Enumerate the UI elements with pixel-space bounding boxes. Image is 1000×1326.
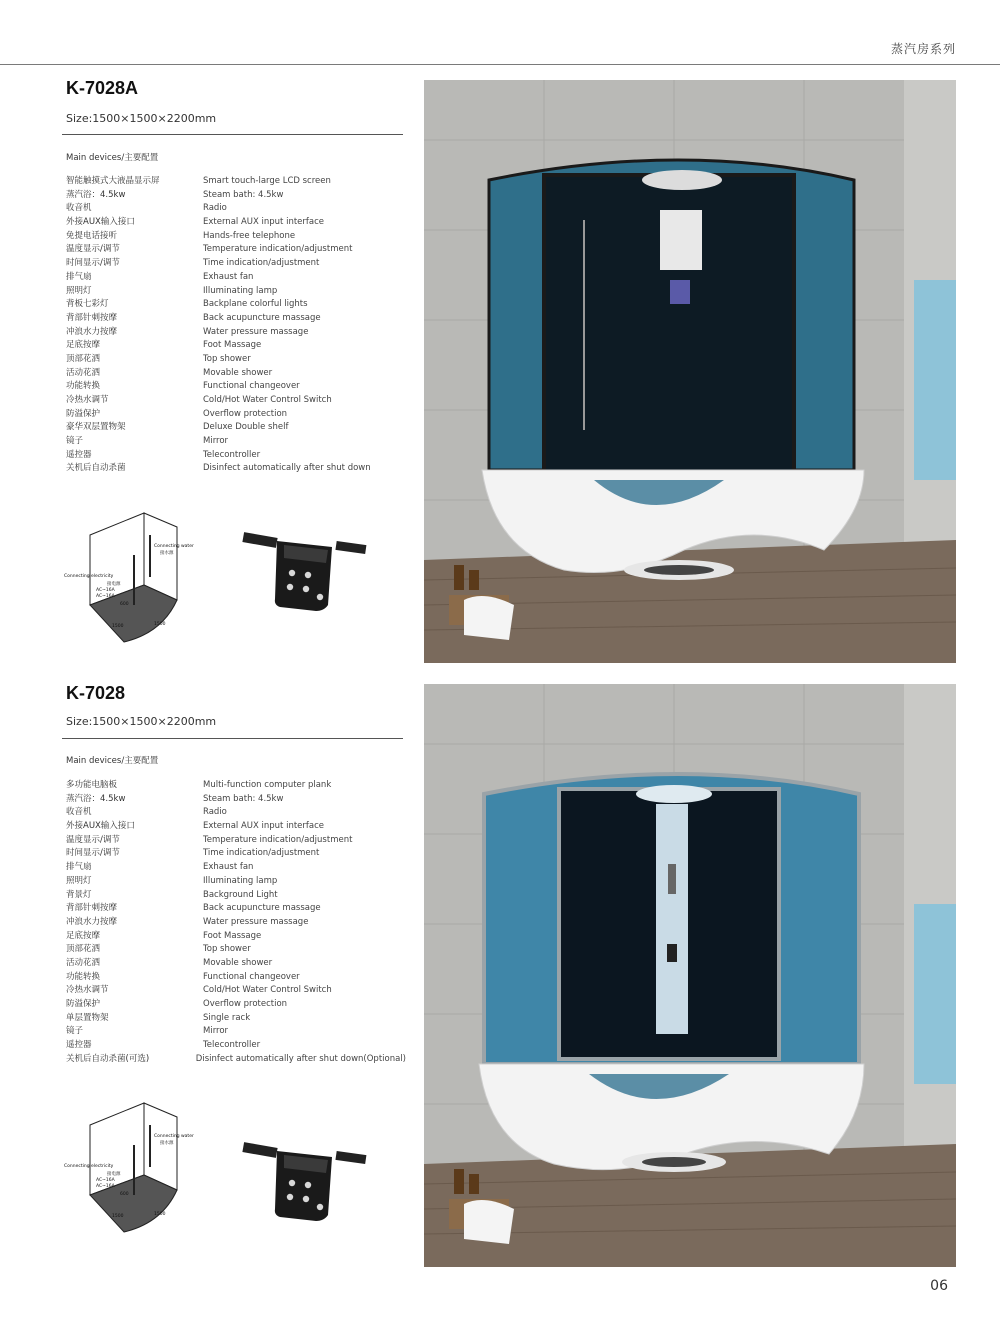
spec-cn: 排气扇 (66, 862, 92, 873)
spec-list (66, 175, 406, 476)
spec-en: Exhaust fan (203, 271, 254, 282)
spec-en: Top shower (203, 944, 251, 955)
spec-row (66, 175, 406, 189)
spec-row (66, 902, 406, 916)
spec-row (66, 462, 406, 476)
dimension-label: 600 (120, 1192, 129, 1197)
dimension-label: 1500 (112, 1214, 124, 1219)
spec-en: Functional changeover (203, 971, 300, 982)
spec-en: Disinfect automatically after shut down(Optional) (195, 1053, 406, 1064)
spec-row (66, 449, 406, 463)
spec-cn: 遥控器 (66, 1040, 92, 1051)
spec-en: Top shower (203, 353, 251, 364)
spec-en: Hands-free telephone (203, 230, 296, 241)
spec-en: Temperature indication/adjustment (203, 834, 353, 845)
spec-en: Time indication/adjustment (203, 848, 320, 859)
spec-en: Cold/Hot Water Control Switch (203, 395, 332, 405)
spec-cn: 关机后自动杀菌(可选) (66, 1053, 150, 1064)
ac-label: AC~16A (96, 594, 115, 599)
spec-row (66, 257, 406, 271)
spec-cn: 背部针刺按摩 (66, 312, 118, 323)
spec-cn: 照明灯 (66, 285, 92, 296)
spec-cn: 冷热水调节 (66, 395, 109, 405)
spec-row (66, 998, 406, 1012)
model-name: K-7028A (66, 78, 139, 98)
spec-cn: 蒸汽浴：4.5kw (66, 189, 126, 200)
spec-en: Back acupuncture massage (203, 903, 321, 914)
installation-diagram (62, 1095, 237, 1235)
spec-cn: 镜子 (66, 436, 84, 447)
ac-label: AC~16A (96, 1178, 115, 1183)
water-label: Connecting water (154, 544, 194, 549)
spec-row (66, 339, 406, 353)
spec-cn: 外接AUX输入接口 (66, 217, 135, 228)
control-panel-image (240, 1137, 370, 1222)
spec-en: Overflow protection (203, 408, 288, 419)
water-label-cn: 接水源 (160, 1141, 174, 1146)
spec-cn: 防溢保护 (66, 999, 101, 1009)
electricity-label: Connecting electricity (64, 574, 114, 579)
spec-en: Illuminating lamp (203, 875, 278, 886)
spec-en: Radio (203, 807, 227, 818)
spec-en: Telecontroller (203, 1040, 261, 1051)
dimension-label: 1500 (154, 622, 166, 627)
spec-en: Temperature indication/adjustment (203, 244, 353, 255)
devices-title: Main devices/主要配置 (66, 756, 159, 766)
spec-en: Single rack (203, 1012, 251, 1023)
spec-cn: 背板七彩灯 (66, 299, 109, 310)
spec-row (66, 820, 406, 834)
spec-cn: 关机后自动杀菌 (66, 463, 126, 474)
spec-cn: 活动花洒 (66, 957, 101, 968)
spec-cn: 单层置物架 (66, 1012, 109, 1023)
spec-en: Disinfect automatically after shut down (203, 463, 371, 474)
spec-cn: 豪华双层置物架 (66, 422, 126, 433)
spec-row (66, 806, 406, 820)
product-photo (424, 80, 956, 663)
spec-row (66, 1025, 406, 1039)
spec-row (66, 380, 406, 394)
spec-cn: 镜子 (66, 1026, 84, 1037)
spec-en: Backplane colorful lights (203, 299, 308, 310)
spec-cn: 免提电话接听 (66, 230, 118, 241)
spec-row (66, 367, 406, 381)
spec-cn: 顶部花洒 (66, 353, 101, 364)
product-photo (424, 684, 956, 1267)
devices-title: Main devices/主要配置 (66, 153, 159, 163)
ac-label: AC~16A (96, 588, 115, 593)
spec-cn: 背景灯 (66, 889, 92, 900)
spec-row (66, 408, 406, 422)
spec-cn: 照明灯 (66, 875, 92, 886)
spec-cn: 冲浪水力按摩 (66, 326, 118, 337)
spec-row (66, 861, 406, 875)
model-size: Size:1500×1500×2200mm (66, 715, 217, 728)
spec-en: Movable shower (203, 367, 273, 378)
model-name: K-7028 (66, 683, 126, 703)
spec-en: Telecontroller (203, 449, 261, 460)
section-divider (62, 134, 403, 135)
spec-row (66, 847, 406, 861)
spec-cn: 收音机 (66, 203, 92, 214)
spec-en: Water pressure massage (203, 916, 309, 927)
spec-cn: 排气扇 (66, 271, 92, 282)
spec-row (66, 298, 406, 312)
spec-en: Foot Massage (203, 930, 262, 941)
ac-label: AC~16A (96, 1184, 115, 1189)
spec-en: Multi-function computer plank (203, 780, 332, 790)
spec-row (66, 875, 406, 889)
electricity-label-cn: 接电源 (107, 1172, 121, 1177)
spec-row (66, 435, 406, 449)
spec-cn: 时间显示/调节 (66, 848, 120, 859)
spec-cn: 智能触摸式大液晶显示屏 (66, 176, 160, 186)
spec-cn: 多功能电脑板 (66, 780, 118, 790)
spec-en: Back acupuncture massage (203, 312, 321, 323)
spec-en: Background Light (203, 889, 278, 900)
model-size: Size:1500×1500×2200mm (66, 112, 217, 125)
dimension-label: 600 (120, 602, 129, 607)
spec-row (66, 930, 406, 944)
spec-row (66, 271, 406, 285)
page-number: 06 (930, 1278, 948, 1294)
control-panel-image (240, 527, 370, 612)
spec-row (66, 793, 406, 807)
spec-cn: 蒸汽浴：4.5kw (66, 793, 126, 804)
spec-en: Movable shower (203, 957, 273, 968)
spec-cn: 功能转换 (66, 971, 101, 982)
spec-en: Deluxe Double shelf (203, 422, 289, 433)
spec-cn: 冷热水调节 (66, 985, 109, 996)
spec-cn: 活动花洒 (66, 367, 101, 378)
spec-cn: 背部针刺按摩 (66, 903, 118, 914)
spec-cn: 温度显示/调节 (66, 834, 120, 845)
spec-en: Mirror (203, 436, 229, 447)
spec-row (66, 984, 406, 998)
spec-en: Smart touch-large LCD screen (203, 176, 331, 186)
spec-row (66, 326, 406, 340)
spec-row (66, 353, 406, 367)
spec-row (66, 312, 406, 326)
spec-en: Mirror (203, 1026, 229, 1037)
spec-row (66, 889, 406, 903)
spec-row (66, 243, 406, 257)
spec-row (66, 834, 406, 848)
spec-en: External AUX input interface (203, 217, 325, 228)
spec-en: Cold/Hot Water Control Switch (203, 985, 332, 996)
spec-row (66, 1053, 406, 1067)
electricity-label: Connecting electricity (64, 1164, 114, 1169)
spec-cn: 防溢保护 (66, 408, 101, 419)
spec-cn: 顶部花洒 (66, 944, 101, 955)
spec-en: Foot Massage (203, 340, 262, 351)
spec-en: Time indication/adjustment (203, 258, 320, 269)
electricity-label-cn: 接电源 (107, 582, 121, 587)
spec-cn: 足底按摩 (66, 340, 101, 351)
spec-row (66, 189, 406, 203)
spec-row (66, 943, 406, 957)
spec-row (66, 202, 406, 216)
spec-cn: 功能转换 (66, 381, 101, 392)
spec-en: External AUX input interface (203, 821, 325, 832)
water-label-cn: 接水源 (160, 551, 174, 556)
spec-row (66, 957, 406, 971)
spec-row (66, 1039, 406, 1053)
spec-en: Radio (203, 203, 227, 214)
spec-row (66, 1012, 406, 1026)
series-title: 蒸汽房系列 (890, 42, 956, 56)
spec-cn: 冲浪水力按摩 (66, 916, 118, 927)
section-divider (62, 738, 403, 739)
spec-cn: 时间显示/调节 (66, 258, 120, 269)
dimension-label: 1500 (154, 1212, 166, 1217)
spec-en: Steam bath: 4.5kw (203, 793, 284, 804)
spec-en: Steam bath: 4.5kw (203, 189, 284, 200)
spec-row (66, 230, 406, 244)
spec-row (66, 394, 406, 408)
spec-en: Overflow protection (203, 999, 288, 1009)
spec-en: Water pressure massage (203, 326, 309, 337)
product-k7028 (0, 665, 1000, 1275)
installation-diagram (62, 505, 237, 645)
spec-en: Illuminating lamp (203, 285, 278, 296)
spec-en: Exhaust fan (203, 862, 254, 873)
spec-cn: 足底按摩 (66, 930, 101, 941)
spec-row (66, 421, 406, 435)
spec-cn: 温度显示/调节 (66, 244, 120, 255)
spec-cn: 遥控器 (66, 449, 92, 460)
dimension-label: 1500 (112, 624, 124, 629)
spec-list (66, 779, 406, 1066)
spec-cn: 收音机 (66, 807, 92, 818)
water-label: Connecting water (154, 1134, 194, 1139)
spec-row (66, 779, 406, 793)
spec-en: Functional changeover (203, 381, 300, 392)
spec-cn: 外接AUX输入接口 (66, 821, 135, 832)
spec-row (66, 916, 406, 930)
spec-row (66, 971, 406, 985)
spec-row (66, 285, 406, 299)
spec-row (66, 216, 406, 230)
